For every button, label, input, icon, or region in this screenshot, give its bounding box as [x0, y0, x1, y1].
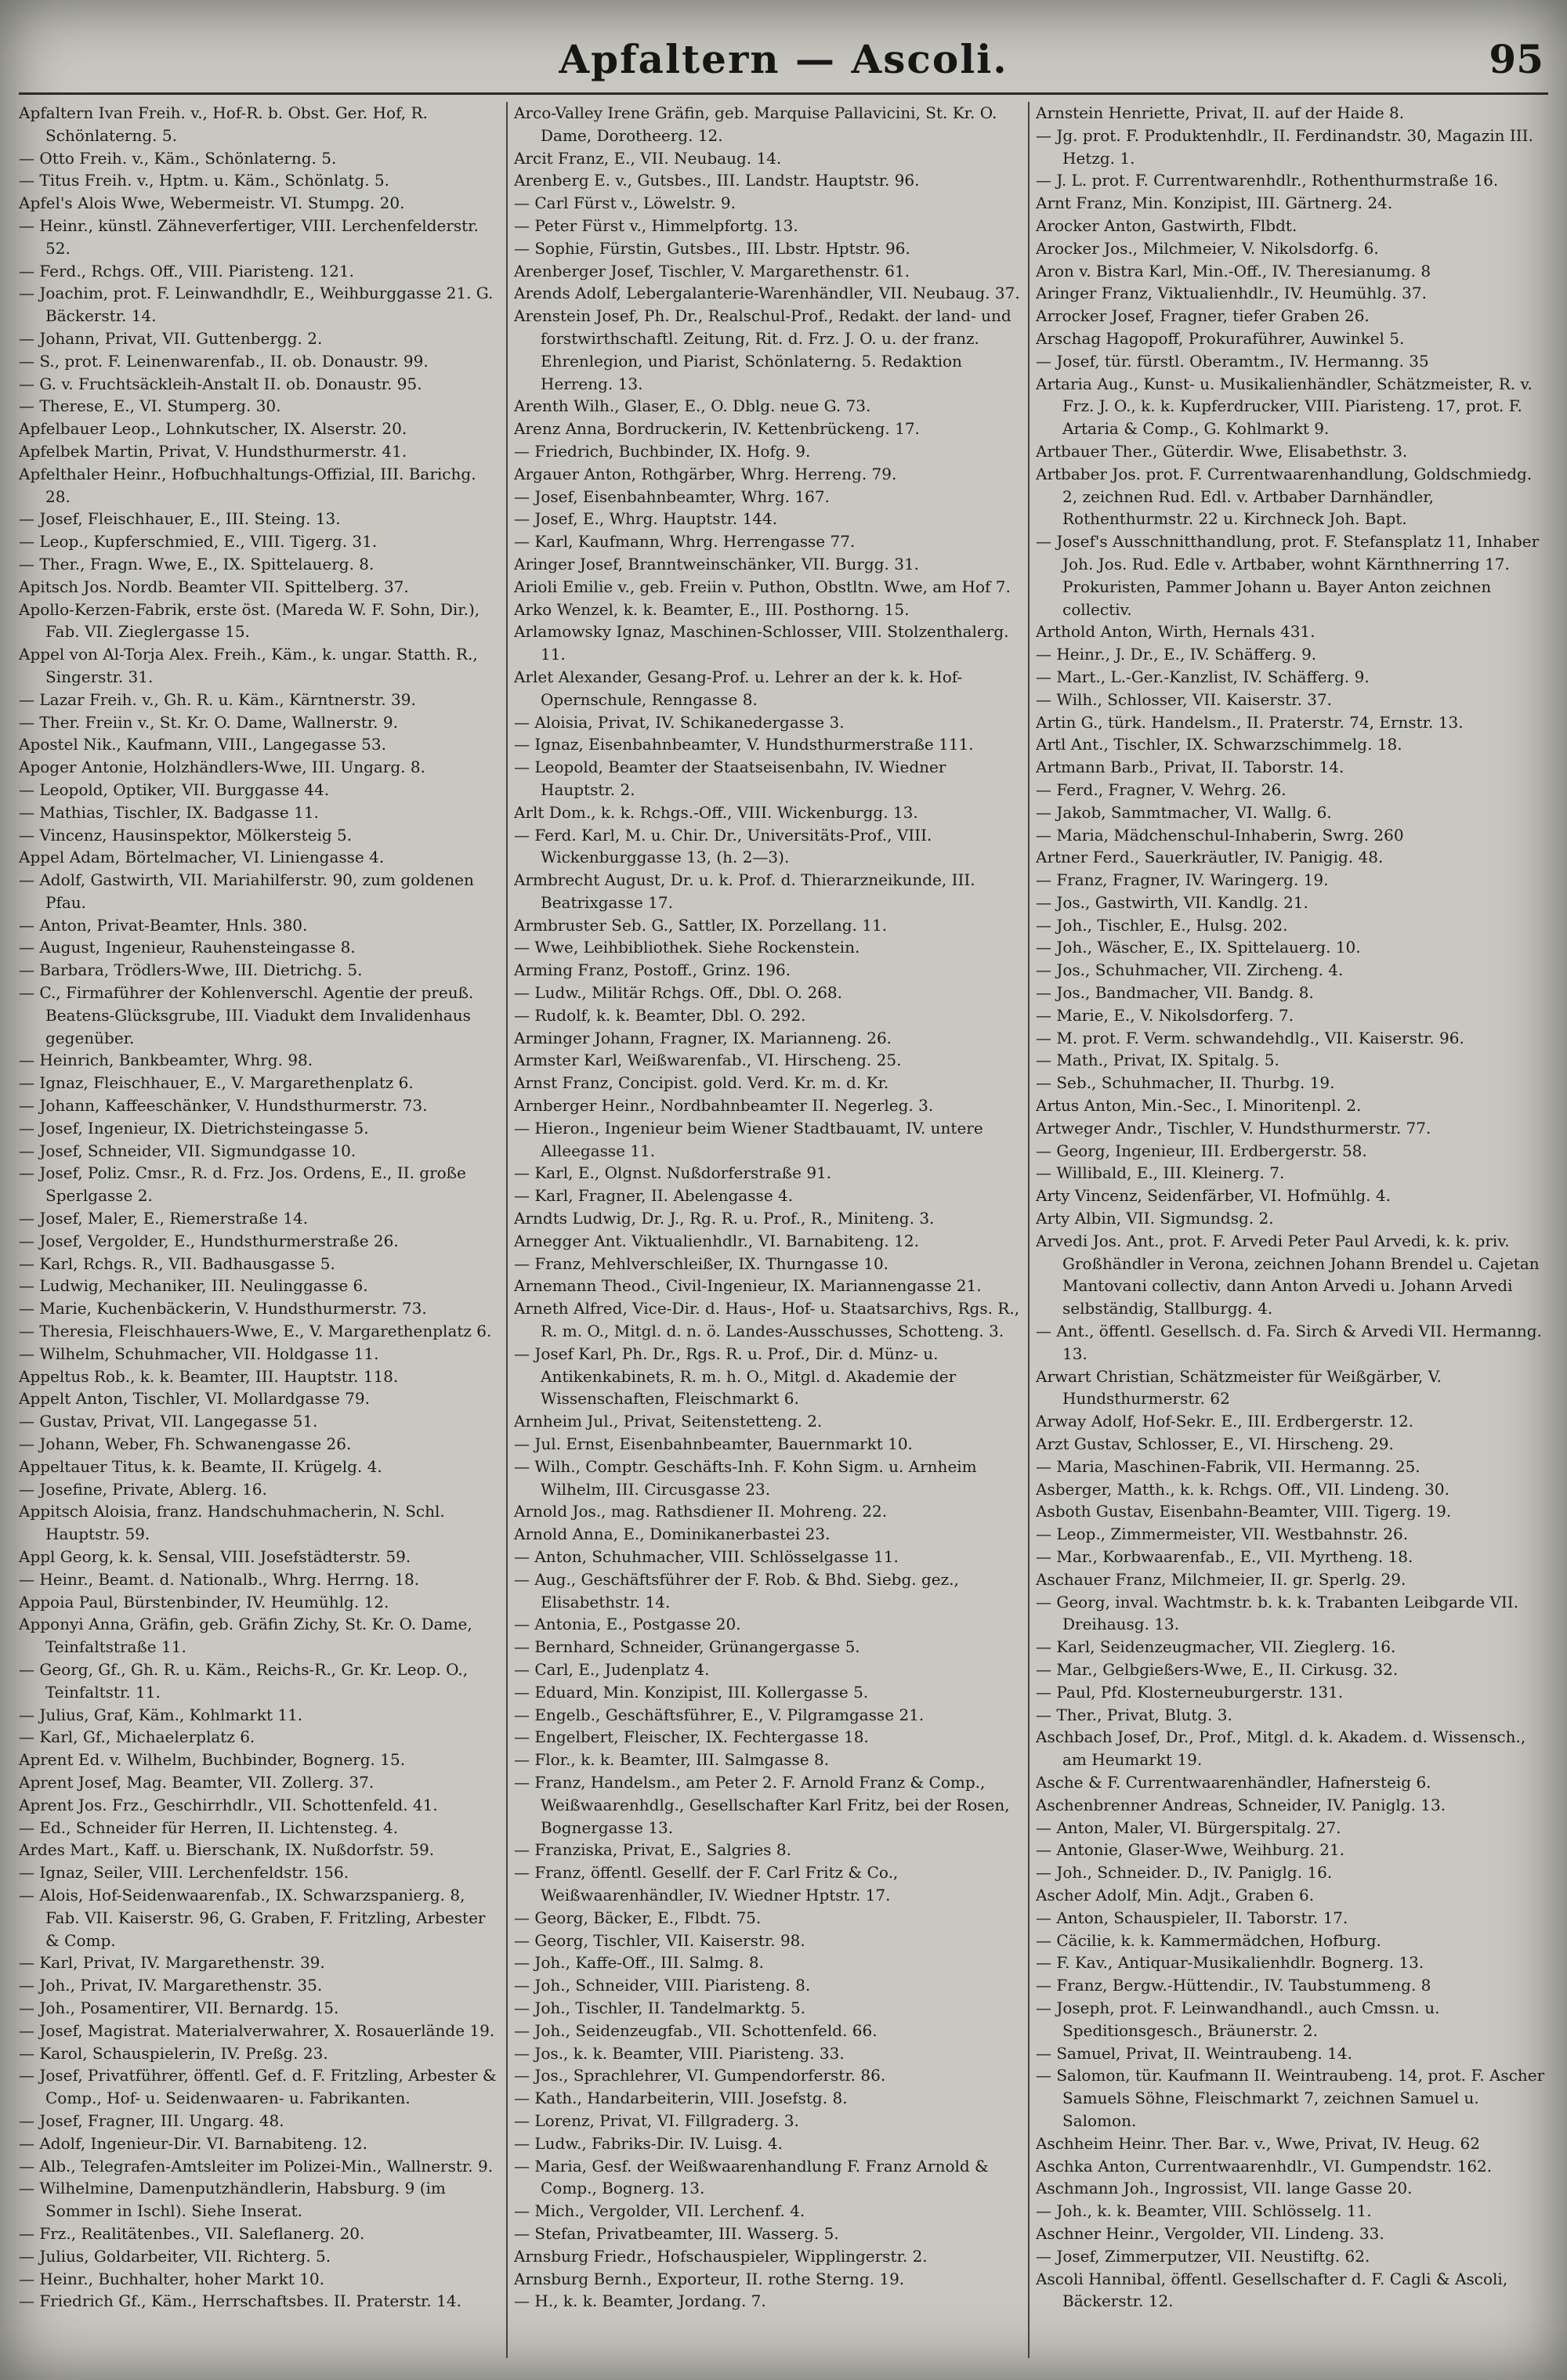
directory-entry: Arnsburg Bernh., Exporteur, II. rothe Sterng. 19. — [514, 2269, 905, 2288]
directory-entry: — Julius, Goldarbeiter, VII. Richterg. 5. — [19, 2246, 331, 2266]
directory-entry: Appl Georg, k. k. Sensal, VIII. Josefstädterstr. 59. — [19, 1547, 411, 1566]
directory-entry: — Johann, Kaffeeschänker, V. Hundsthurmerstr. 73. — [19, 1096, 428, 1116]
directory-entry: Arschag Hagopoff, Prokuraführer, Auwinkel 5. — [1036, 328, 1405, 348]
directory-entry: Arocker Anton, Gastwirth, Flbdt. — [1036, 215, 1297, 235]
directory-entry: — Ignaz, Eisenbahnbeamter, V. Hundsthurmerstraße 111. — [514, 735, 974, 754]
directory-entry: Aschbach Josef, Dr., Prof., Mitgl. d. k. Akadem. d. Wissensch., am Heumarkt 19. — [1036, 1727, 1526, 1770]
directory-entry: — Wilh., Schlosser, VII. Kaiserstr. 37. — [1036, 689, 1333, 709]
directory-entry: Aprent Josef, Mag. Beamter, VII. Zollerg. 37. — [19, 1772, 375, 1792]
directory-entry: Armbrecht August, Dr. u. k. Prof. d. Thierarzneikunde, III. Beatrixgasse 17. — [514, 870, 975, 912]
directory-entry: — Adolf, Ingenieur-Dir. VI. Barnabiteng. 12. — [19, 2133, 368, 2153]
directory-entry: — Maria, Mädchenschul-Inhaberin, Swrg. 260 — [1036, 825, 1404, 845]
directory-entry: — J. L. prot. F. Currentwarenhdlr., Rothenthurmstraße 16. — [1036, 171, 1499, 190]
directory-entry: — Josef Karl, Ph. Dr., Rgs. R. u. Prof., Dir. d. Münz- u. Antikenkabinets, R. m. h. O., Mitgl. d. Akademie der Wissenschaften, Fleischmarkt 6. — [514, 1344, 957, 1409]
directory-entry: — Ludwig, Mechaniker, III. Neulinggasse 6. — [19, 1276, 368, 1296]
directory-entry: — Joh., Schneider, VIII. Piaristeng. 8. — [514, 1976, 811, 1995]
directory-entry: — Ant., öffentl. Gesellsch. d. Fa. Sirch & Arvedi VII. Hermanng. 13. — [1036, 1322, 1542, 1363]
directory-entry: — Josef's Ausschnitthandlung, prot. F. Stefansplatz 11, Inhaber Joh. Jos. Rud. Edle v. Artbaber, wohnt Kärnthnerring 17. Prokuristen, Pammer Johann u. Bayer Anton zeichnen collectiv. — [1036, 532, 1540, 619]
directory-entry: — Joh., Schneider. D., IV. Paniglg. 16. — [1036, 1863, 1333, 1883]
directory-entry: Aschka Anton, Currentwaarenhdlr., VI. Gumpendstr. 162. — [1036, 2156, 1493, 2176]
directory-entry: Artus Anton, Min.-Sec., I. Minoritenpl. 2. — [1036, 1096, 1362, 1116]
header-rule — [19, 92, 1548, 95]
directory-entry: Apoger Antonie, Holzhändlers-Wwe, III. Ungarg. 8. — [19, 758, 425, 777]
directory-entry: Apfel's Alois Wwe, Webermeistr. VI. Stumpg. 20. — [19, 194, 405, 213]
directory-entry: Arty Vincenz, Seidenfärber, VI. Hofmühlg. 4. — [1036, 1186, 1391, 1206]
directory-entry: — Alb., Telegrafen-Amtsleiter im Polizei-Min., Wallnerstr. 9. — [19, 2156, 494, 2176]
directory-entry: — Joh., Wäscher, E., IX. Spittelauerg. 10. — [1036, 938, 1361, 957]
directory-entry: — Josef, Fleischhauer, E., III. Steing. 13. — [19, 509, 341, 529]
directory-entry: — Salomon, tür. Kaufmann II. Weintraubeng. 14, prot. F. Ascher Samuels Söhne, Fleischmarkt 7, zeichnen Samuel u. Salomon. — [1036, 2066, 1545, 2130]
directory-entry: — Franz, Fragner, IV. Waringerg. 19. — [1036, 870, 1329, 890]
directory-entry: — Rudolf, k. k. Beamter, Dbl. O. 292. — [514, 1005, 806, 1025]
directory-entry: — Antonie, Glaser-Wwe, Weihburg. 21. — [1036, 1840, 1345, 1860]
directory-entry: Arnemann Theod., Civil-Ingenieur, IX. Mariannengasse 21. — [514, 1276, 982, 1296]
directory-entry: — Karl, E., Olgnst. Nußdorferstraße 91. — [514, 1163, 832, 1183]
directory-entry: — Sophie, Fürstin, Gutsbes., III. Lbstr. Hptstr. 96. — [514, 238, 910, 258]
directory-entry: — Josef, Privatführer, öffentl. Gef. d. F. Fritzling, Arbester & Comp., Hof- u. Seidenwaaren- u. Fabrikanten. — [19, 2066, 497, 2108]
directory-entry: — Titus Freih. v., Hptm. u. Käm., Schönlatg. 5. — [19, 171, 390, 190]
directory-entry: — Jos., k. k. Beamter, VIII. Piaristeng. 33. — [514, 2043, 845, 2063]
directory-entry: Artmann Barb., Privat, II. Taborstr. 14. — [1036, 758, 1344, 777]
directory-entry: Aprent Jos. Frz., Geschirrhdlr., VII. Schottenfeld. 41. — [19, 1795, 438, 1814]
directory-entry: Arends Adolf, Lebergalanterie-Warenhändler, VII. Neubaug. 37. — [514, 284, 1020, 303]
directory-entry: — Franz, öffentl. Gesellf. der F. Carl Fritz & Co., Weißwaarenhändler, IV. Wiedner Hptstr. 17. — [514, 1863, 899, 1904]
page-header — [0, 31, 1567, 86]
page-title: Apfaltern — Ascoli. — [559, 36, 1008, 82]
directory-entry: — Josef, Fragner, III. Ungarg. 48. — [19, 2111, 284, 2130]
directory-entry: Apfelbauer Leop., Lohnkutscher, IX. Alserstr. 20. — [19, 419, 407, 439]
directory-entry: — Willibald, E., III. Kleinerg. 7. — [1036, 1163, 1285, 1183]
directory-entry: — Ther., Fragn. Wwe, E., IX. Spittelauerg. 8. — [19, 554, 375, 573]
directory-entry: — Heinr., J. Dr., E., IV. Schäfferg. 9. — [1036, 645, 1317, 664]
directory-entry: — Adolf, Gastwirth, VII. Mariahilferstr. 90, zum goldenen Pfau. — [19, 870, 474, 912]
directory-entry: — Joh., Kaffe-Off., III. Salmg. 8. — [514, 1953, 765, 1973]
directory-entry: — Julius, Graf, Käm., Kohlmarkt 11. — [19, 1705, 303, 1724]
directory-entry: Arnt Franz, Min. Konzipist, III. Gärtnerg. 24. — [1036, 194, 1393, 213]
directory-entry: — August, Ingenieur, Rauhensteingasse 8. — [19, 938, 356, 957]
directory-entry: — M. prot. F. Verm. schwandehdlg., VII. Kaiserstr. 96. — [1036, 1028, 1464, 1047]
directory-entry: Appel Adam, Börtelmacher, VI. Liniengasse 4. — [19, 848, 385, 867]
directory-entry: — Math., Privat, IX. Spitalg. 5. — [1036, 1051, 1279, 1070]
directory-entry: — Ferd., Fragner, V. Wehrg. 26. — [1036, 779, 1287, 799]
directory-entry: — Josefine, Private, Ablerg. 16. — [19, 1479, 267, 1499]
directory-entry: Apitsch Jos. Nordb. Beamter VII. Spittelberg. 37. — [19, 577, 409, 596]
directory-entry: Arndts Ludwig, Dr. J., Rg. R. u. Prof., R., Miniteng. 3. — [514, 1209, 935, 1228]
directory-entry: — Heinrich, Bankbeamter, Whrg. 98. — [19, 1051, 313, 1070]
directory-entry: — Wilhelmine, Damenputzhändlerin, Habsburg. 9 (im Sommer in Ischl). Siehe Inserat. — [19, 2179, 446, 2221]
directory-entry: Arnegger Ant. Viktualienhdlr., VI. Barnabiteng. 12. — [514, 1231, 919, 1250]
directory-entry: — Karl, Gf., Michaelerplatz 6. — [19, 1727, 255, 1747]
directory-entry: Artaria Aug., Kunst- u. Musikalienhändler, Schätzmeister, R. v. Frz. J. O., k. k. Kupferdrucker, VIII. Piaristeng. 17, prot. F. Artaria & Comp., G. Kohlmarkt 9. — [1036, 374, 1533, 439]
directory-entry: — Anton, Schuhmacher, VIII. Schlösselgasse 11. — [514, 1547, 899, 1566]
directory-entry: — Samuel, Privat, II. Weintraubeng. 14. — [1036, 2043, 1352, 2063]
directory-entry: Appel von Al-Torja Alex. Freih., Käm., k. ungar. Statth. R., Singerstr. 31. — [19, 645, 478, 686]
directory-entry: — Vincenz, Hausinspektor, Mölkersteig 5. — [19, 825, 353, 845]
column-divider — [506, 102, 508, 2358]
directory-entry: Asboth Gustav, Eisenbahn-Beamter, VIII. Tigerg. 19. — [1036, 1502, 1452, 1521]
directory-entry: — Ferd., Rchgs. Off., VIII. Piaristeng. 121. — [19, 261, 354, 280]
directory-entry: Ascoli Hannibal, öffentl. Gesellschafter d. F. Cagli & Ascoli, Bäckerstr. 12. — [1036, 2269, 1508, 2311]
directory-entry: — Paul, Pfd. Klosterneuburgerstr. 131. — [1036, 1682, 1344, 1702]
directory-entry: — Franz, Handelsm., am Peter 2. F. Arnold Franz & Comp., Weißwaarenhdlg., Gesellschafter Karl Fritz, bei der Rosen, Bognergasse 13. — [514, 1772, 1010, 1837]
directory-entry: Arocker Jos., Milchmeier, V. Nikolsdorfg. 6. — [1036, 238, 1379, 258]
directory-entry: — Anton, Privat-Beamter, Hnls. 380. — [19, 915, 308, 935]
directory-entry: — Wilh., Comptr. Geschäfts-Inh. F. Kohn Sigm. u. Arnheim Wilhelm, III. Circusgasse 23. — [514, 1456, 977, 1499]
directory-entry: Aringer Josef, Branntweinschänker, VII. Burgg. 31. — [514, 554, 920, 573]
directory-entry: — Flor., k. k. Beamter, III. Salmgasse 8. — [514, 1750, 830, 1770]
directory-entry: — Karl, Kaufmann, Whrg. Herrengasse 77. — [514, 532, 856, 552]
directory-entry: Armbruster Seb. G., Sattler, IX. Porzellang. 11. — [514, 915, 888, 935]
directory-column-1 — [19, 102, 500, 2366]
directory-entry: — Jos., Gastwirth, VII. Kandlg. 21. — [1036, 892, 1308, 912]
directory-entry: — Karl, Seidenzeugmacher, VII. Zieglerg. 16. — [1036, 1637, 1396, 1657]
directory-entry: Aprent Ed. v. Wilhelm, Buchbinder, Bognerg. 15. — [19, 1750, 406, 1770]
directory-entry: — Engelb., Geschäftsführer, E., V. Pilgramgasse 21. — [514, 1705, 925, 1724]
directory-entry: — Franz, Bergw.-Hüttendir., IV. Taubstummeng. 8 — [1036, 1976, 1431, 1995]
directory-entry: — Jakob, Sammtmacher, VI. Wallg. 6. — [1036, 802, 1332, 822]
directory-entry: — Ferd. Karl, M. u. Chir. Dr., Universitäts-Prof., VIII. Wickenburggasse 13, (h. 2—3). — [514, 825, 932, 867]
directory-entry: Artbaber Jos. prot. F. Currentwaarenhandlung, Goldschmiedg. 2, zeichnen Rud. Edl. v. Artbaber Darnhändler, Rothenthurmstr. 22 u. Kirchneck Joh. Bapt. — [1036, 464, 1533, 529]
directory-entry: Arnheim Jul., Privat, Seitenstetteng. 2. — [514, 1412, 823, 1431]
directory-entry: — Ther., Privat, Blutg. 3. — [1036, 1705, 1232, 1724]
directory-entry: — Ther. Freiin v., St. Kr. O. Dame, Wallnerstr. 9. — [19, 712, 398, 732]
directory-entry: — Friedrich, Buchbinder, IX. Hofg. 9. — [514, 441, 811, 461]
directory-entry: — Franz, Mehlverschleißer, IX. Thurngasse 10. — [514, 1253, 889, 1273]
directory-entry: — Georg, Ingenieur, III. Erdbergerstr. 58. — [1036, 1141, 1367, 1160]
directory-entry: — Georg, Bäcker, E., Flbdt. 75. — [514, 1908, 762, 1927]
directory-entry: Appoia Paul, Bürstenbinder, IV. Heumühlg. 12. — [19, 1592, 389, 1611]
column-divider — [1028, 102, 1030, 2358]
directory-entry: — Karl, Privat, IV. Margarethenstr. 39. — [19, 1953, 325, 1973]
directory-entry: — Jos., Bandmacher, VII. Bandg. 8. — [1036, 983, 1314, 1003]
directory-entry: Appeltauer Titus, k. k. Beamte, II. Krügelg. 4. — [19, 1456, 382, 1476]
directory-entry: Arlet Alexander, Gesang-Prof. u. Lehrer an der k. k. Hof-Opernschule, Renngasse 8. — [514, 667, 963, 709]
directory-entry: — Joh., Privat, IV. Margarethenstr. 35. — [19, 1976, 323, 1995]
directory-entry: Artin G., türk. Handelsm., II. Praterstr. 74, Ernstr. 13. — [1036, 712, 1464, 732]
directory-column-3 — [1036, 102, 1548, 2366]
directory-entry: Apfaltern Ivan Freih. v., Hof-R. b. Obst. Ger. Hof, R. Schönlaterng. 5. — [19, 103, 428, 145]
directory-entry: Arrocker Josef, Fragner, tiefer Graben 26. — [1036, 306, 1370, 326]
directory-entry: Apfelthaler Heinr., Hofbuchhaltungs-Offizial, III. Barichg. 28. — [19, 464, 476, 506]
directory-entry: Arnsburg Friedr., Hofschauspieler, Wipplingerstr. 2. — [514, 2246, 928, 2266]
directory-entry: — Carl, E., Judenplatz 4. — [514, 1659, 710, 1679]
directory-entry: Arnberger Heinr., Nordbahnbeamter II. Negerleg. 3. — [514, 1096, 934, 1116]
directory-entry: — Leop., Kupferschmied, E., VIII. Tigerg. 31. — [19, 532, 378, 552]
directory-entry: — Lorenz, Privat, VI. Fillgraderg. 3. — [514, 2111, 799, 2130]
directory-entry: — Josef, Maler, E., Riemerstraße 14. — [19, 1209, 309, 1228]
directory-entry: Armster Karl, Weißwarenfab., VI. Hirscheng. 25. — [514, 1051, 902, 1070]
directory-entry: — Joh., Tischler, E., Hulsg. 202. — [1036, 915, 1288, 935]
directory-entry: — Ludw., Fabriks-Dir. IV. Luisg. 4. — [514, 2133, 783, 2153]
directory-entry: Arenth Wilh., Glaser, E., O. Dblg. neue G. 73. — [514, 396, 871, 416]
directory-entry: — Otto Freih. v., Käm., Schönlaterng. 5. — [19, 148, 337, 168]
directory-entry: — Josef, Schneider, VII. Sigmundgasse 10. — [19, 1141, 356, 1160]
directory-entry: Argauer Anton, Rothgärber, Whrg. Herreng. 79. — [514, 464, 897, 483]
directory-entry: Arming Franz, Postoff., Grinz. 196. — [514, 960, 791, 980]
directory-entry: — Heinr., Beamt. d. Nationalb., Whrg. Herrng. 18. — [19, 1569, 420, 1589]
directory-entry: — Jos., Sprachlehrer, VI. Gumpendorferstr. 86. — [514, 2066, 886, 2085]
directory-entry: — Heinr., künstl. Zähneverfertiger, VIII. Lerchenfelderstr. 52. — [19, 215, 479, 258]
directory-entry: — Frz., Realitätenbes., VII. Saleflanerg. 20. — [19, 2223, 365, 2243]
directory-entry: — Peter Fürst v., Himmelpfortg. 13. — [514, 215, 798, 235]
directory-entry: — Bernhard, Schneider, Grünangergasse 5. — [514, 1637, 860, 1657]
directory-entry: Appelt Anton, Tischler, VI. Mollardgasse 79. — [19, 1389, 370, 1409]
directory-entry: — Leopold, Optiker, VII. Burggasse 44. — [19, 779, 330, 799]
directory-entry: — Wilhelm, Schuhmacher, VII. Holdgasse 11. — [19, 1344, 379, 1363]
directory-entry: — Ludw., Militär Rchgs. Off., Dbl. O. 268. — [514, 983, 842, 1003]
directory-entry: Arneth Alfred, Vice-Dir. d. Haus-, Hof- u. Staatsarchivs, Rgs. R., R. m. O., Mitgl. d. n. ö. Landes-Ausschusses, Schotteng. 3. — [514, 1299, 1020, 1341]
directory-entry: Ardes Mart., Kaff. u. Bierschank, IX. Nußdorfstr. 59. — [19, 1840, 435, 1860]
directory-entry: Aschmann Joh., Ingrossist, VII. lange Gasse 20. — [1036, 2179, 1413, 2198]
directory-column-2 — [514, 102, 1022, 2366]
directory-entry: — Mich., Vergolder, VII. Lerchenf. 4. — [514, 2201, 805, 2221]
directory-entry: Arvedi Jos. Ant., prot. F. Arvedi Peter Paul Arvedi, k. k. priv. Großhändler in Verona, zeichnen Johann Brendel u. Cajetan Mantovani collectiv, dann Anton Arvedi u. Johann Arvedi selbständig, Stallburgg. 4. — [1036, 1231, 1540, 1318]
directory-entry: — Joh., k. k. Beamter, VIII. Schlösselg. 11. — [1036, 2201, 1372, 2221]
directory-entry: — Joachim, prot. F. Leinwandhdlr, E., Weihburggasse 21. G. Bäckerstr. 14. — [19, 284, 494, 326]
directory-entry: Asberger, Matth., k. k. Rchgs. Off., VII. Lindeng. 30. — [1036, 1479, 1449, 1499]
directory-entry: — Josef, Poliz. Cmsr., R. d. Frz. Jos. Ordens, E., II. große Sperlgasse 2. — [19, 1163, 466, 1206]
directory-entry: — Seb., Schuhmacher, II. Thurbg. 19. — [1036, 1073, 1335, 1093]
directory-entry: — Mar., Korbwaarenfab., E., VII. Myrtheng. 18. — [1036, 1547, 1413, 1566]
directory-entry: — Karl, Rchgs. R., VII. Badhausgasse 5. — [19, 1253, 335, 1273]
directory-entry: Aschenbrenner Andreas, Schneider, IV. Paniglg. 13. — [1036, 1795, 1446, 1814]
directory-entry: — Josef, Zimmerputzer, VII. Neustiftg. 62. — [1036, 2246, 1370, 2266]
directory-entry: — Maria, Maschinen-Fabrik, VII. Hermanng. 25. — [1036, 1456, 1420, 1476]
directory-entry: — Josef, E., Whrg. Hauptstr. 144. — [514, 509, 778, 529]
directory-entry: — G. v. Fruchtsäckleih-Anstalt II. ob. Donaustr. 95. — [19, 374, 422, 393]
directory-entry: Arko Wenzel, k. k. Beamter, E., III. Posthorng. 15. — [514, 599, 910, 619]
directory-entry: — Jos., Schuhmacher, VII. Zircheng. 4. — [1036, 960, 1344, 980]
directory-entry: — H., k. k. Beamter, Jordang. 7. — [514, 2291, 766, 2311]
directory-entry: — Engelbert, Fleischer, IX. Fechtergasse 18. — [514, 1727, 869, 1747]
directory-entry: — S., prot. F. Leinenwarenfab., II. ob. Donaustr. 99. — [19, 351, 429, 371]
directory-entry: Arioli Emilie v., geb. Freiin v. Puthon, Obstltn. Wwe, am Hof 7. — [514, 577, 1011, 596]
directory-entry: — Kath., Handarbeiterin, VIII. Josefstg. 8. — [514, 2089, 848, 2108]
directory-entry: Arenstein Josef, Ph. Dr., Realschul-Prof., Redakt. der land- und forstwirthschaftl. Zeitung, Rit. d. Frz. J. O. u. der franz. Ehrenlegion, und Piarist, Schönlaterng. 5. Redaktion Herreng. 13. — [514, 306, 1011, 393]
directory-entry: Arminger Johann, Fragner, IX. Marianneng. 26. — [514, 1028, 892, 1047]
directory-entry: Arnold Anna, E., Dominikanerbastei 23. — [514, 1525, 831, 1544]
directory-entry: — Johann, Weber, Fh. Schwanengasse 26. — [19, 1434, 352, 1454]
directory-entry: — Lazar Freih. v., Gh. R. u. Käm., Kärntnerstr. 39. — [19, 689, 416, 709]
directory-entry: — Johann, Privat, VII. Guttenbergg. 2. — [19, 328, 323, 348]
directory-entry: — Georg, Tischler, VII. Kaiserstr. 98. — [514, 1930, 805, 1950]
directory-entry: — Jul. Ernst, Eisenbahnbeamter, Bauernmarkt 10. — [514, 1434, 913, 1454]
directory-entry: — Josef, Magistrat. Materialverwahrer, X. Rosauerlände 19. — [19, 2020, 495, 2040]
directory-entry: — Mathias, Tischler, IX. Badgasse 11. — [19, 802, 319, 822]
directory-entry: Arnold Jos., mag. Rathsdiener II. Mohreng. 22. — [514, 1502, 888, 1521]
directory-entry: Artweger Andr., Tischler, V. Hundsthurmerstr. 77. — [1036, 1118, 1431, 1138]
directory-entry: — Georg, inval. Wachtmstr. b. k. k. Trabanten Leibgarde VII. Dreihausg. 13. — [1036, 1592, 1519, 1634]
directory-entry: Arlt Dom., k. k. Rchgs.-Off., VIII. Wickenburgg. 13. — [514, 802, 918, 822]
directory-entry: — Franziska, Privat, E., Salgries 8. — [514, 1840, 791, 1860]
directory-entry: — Aloisia, Privat, IV. Schikanedergasse 3. — [514, 712, 845, 732]
directory-entry: — Joh., Tischler, II. Tandelmarktg. 5. — [514, 1998, 806, 2017]
directory-entry: — F. Kav., Antiquar-Musikalienhdlr. Bognerg. 13. — [1036, 1953, 1424, 1973]
directory-entry: Asche & F. Currentwaarenhändler, Hafnersteig 6. — [1036, 1772, 1431, 1792]
directory-entry: — Theresia, Fleischhauers-Wwe, E., V. Margarethenplatz 6. — [19, 1322, 492, 1341]
directory-entry: — Barbara, Trödlers-Wwe, III. Dietrichg. 5. — [19, 960, 363, 980]
directory-entry: — Anton, Maler, VI. Bürgerspitalg. 27. — [1036, 1818, 1341, 1837]
directory-entry: Arzt Gustav, Schlosser, E., VI. Hirscheng. 29. — [1036, 1434, 1394, 1454]
directory-entry: Arenberg E. v., Gutsbes., III. Landstr. Hauptstr. 96. — [514, 171, 920, 190]
directory-entry: — Aug., Geschäftsführer der F. Rob. & Bhd. Siebg. gez., Elisabethstr. 14. — [514, 1569, 959, 1611]
directory-entry: — Mart., L.-Ger.-Kanzlist, IV. Schäfferg. 9. — [1036, 667, 1370, 686]
directory-entry: — Maria, Gesf. der Weißwaarenhandlung F. Franz Arnold & Comp., Bognerg. 13. — [514, 2156, 989, 2198]
directory-entry: Arty Albin, VII. Sigmundsg. 2. — [1036, 1209, 1274, 1228]
directory-entry: Aschner Heinr., Vergolder, VII. Lindeng. 33. — [1036, 2223, 1384, 2243]
directory-entry: — Marie, E., V. Nikolsdorferg. 7. — [1036, 1005, 1294, 1025]
directory-entry: — Gustav, Privat, VII. Langegasse 51. — [19, 1412, 318, 1431]
directory-entry: — Alois, Hof-Seidenwaarenfab., IX. Schwarzspanierg. 8, Fab. VII. Kaiserstr. 96, G. Graben, F. Fritzling, Arbester & Comp. — [19, 1885, 486, 1950]
directory-entry: — Josef, Eisenbahnbeamter, Whrg. 167. — [514, 486, 830, 506]
directory-entry: — Karl, Fragner, II. Abelengasse 4. — [514, 1186, 794, 1206]
directory-entry: — Jg. prot. F. Produktenhdlr., II. Ferdinandstr. 30, Magazin III. Hetzg. 1. — [1036, 125, 1533, 168]
directory-entry: — Joh., Seidenzeugfab., VII. Schottenfeld. 66. — [514, 2020, 878, 2040]
directory-entry: — Josef, tür. fürstl. Oberamtm., IV. Hermanng. 35 — [1036, 351, 1429, 371]
directory-entry: — Antonia, E., Postgasse 20. — [514, 1615, 741, 1634]
directory-entry: — Ignaz, Seiler, VIII. Lerchenfeldstr. 156. — [19, 1863, 349, 1883]
directory-entry: — Leopold, Beamter der Staatseisenbahn, IV. Wiedner Hauptstr. 2. — [514, 758, 946, 799]
directory-entry: — Karol, Schauspielerin, IV. Preßg. 23. — [19, 2043, 328, 2063]
directory-entry: Aschauer Franz, Milchmeier, II. gr. Sperlg. 29. — [1036, 1569, 1406, 1589]
directory-entry: Arco-Valley Irene Gräfin, geb. Marquise Pallavicini, St. Kr. O. Dame, Dorotheerg. 12. — [514, 103, 997, 145]
directory-entry: Ascher Adolf, Min. Adjt., Graben 6. — [1036, 1885, 1315, 1904]
directory-entry: — Josef, Ingenieur, IX. Dietrichsteingasse 5. — [19, 1118, 369, 1138]
directory-entry: Apostel Nik., Kaufmann, VIII., Langegasse 53. — [19, 735, 386, 754]
directory-entry: — Heinr., Buchhalter, hoher Markt 10. — [19, 2269, 324, 2288]
directory-entry: Arnst Franz, Concipist. gold. Verd. Kr. m. d. Kr. — [514, 1073, 889, 1093]
directory-entry: Aschheim Heinr. Ther. Bar. v., Wwe, Privat, IV. Heug. 62 — [1036, 2133, 1480, 2153]
directory-entry: Arthold Anton, Wirth, Hernals 431. — [1036, 622, 1315, 642]
directory-entry: Apollo-Kerzen-Fabrik, erste öst. (Mareda W. F. Sohn, Dir.), Fab. VII. Zieglergasse 15. — [19, 599, 480, 642]
directory-entry: Arenberger Josef, Tischler, V. Margarethenstr. 61. — [514, 261, 910, 280]
directory-entry: — Joseph, prot. F. Leinwandhandl., auch Cmssn. u. Speditionsgesch., Bräunerstr. 2. — [1036, 1998, 1440, 2040]
directory-entry: — Josef, Vergolder, E., Hundsthurmerstraße 26. — [19, 1231, 399, 1250]
directory-entry: Arway Adolf, Hof-Sekr. E., III. Erdbergerstr. 12. — [1036, 1412, 1414, 1431]
directory-entry: Appitsch Aloisia, franz. Handschuhmacherin, N. Schl. Hauptstr. 59. — [19, 1502, 445, 1544]
directory-entry: Arwart Christian, Schätzmeister für Weißgärber, V. Hundsthurmerstr. 62 — [1036, 1366, 1442, 1409]
directory-entry: Arcit Franz, E., VII. Neubaug. 14. — [514, 148, 782, 168]
directory-entry: Apfelbek Martin, Privat, V. Hundsthurmerstr. 41. — [19, 441, 407, 461]
directory-entry: Artner Ferd., Sauerkräutler, IV. Panigig. 48. — [1036, 848, 1384, 867]
directory-entry: — Georg, Gf., Gh. R. u. Käm., Reichs-R., Gr. Kr. Leop. O., Teinfaltstr. 11. — [19, 1659, 469, 1702]
directory-entry: — Ignaz, Fleischhauer, E., V. Margarethenplatz 6. — [19, 1073, 414, 1093]
directory-entry: — Anton, Schauspieler, II. Taborstr. 17. — [1036, 1908, 1348, 1927]
directory-entry: Appeltus Rob., k. k. Beamter, III. Hauptstr. 118. — [19, 1366, 399, 1386]
directory-entry: — Therese, E., VI. Stumperg. 30. — [19, 396, 281, 416]
directory-entry: Apponyi Anna, Gräfin, geb. Gräfin Zichy, St. Kr. O. Dame, Teinfaltstraße 11. — [19, 1615, 472, 1657]
directory-entry: Arnstein Henriette, Privat, II. auf der Haide 8. — [1036, 103, 1405, 122]
directory-entry: — Joh., Posamentirer, VII. Bernardg. 15. — [19, 1998, 339, 2017]
directory-entry: — Stefan, Privatbeamter, III. Wasserg. 5. — [514, 2223, 839, 2243]
directory-entry: — Mar., Gelbgießers-Wwe, E., II. Cirkusg. 32. — [1036, 1659, 1399, 1679]
directory-entry: Arlamowsky Ignaz, Maschinen-Schlosser, VIII. Stolzenthalerg. 11. — [514, 622, 1009, 664]
directory-entry: — Cäcilie, k. k. Kammermädchen, Hofburg. — [1036, 1930, 1381, 1950]
directory-entry: — Hieron., Ingenieur beim Wiener Stadtbauamt, IV. untere Alleegasse 11. — [514, 1118, 983, 1160]
directory-entry: Aron v. Bistra Karl, Min.-Off., IV. Theresianumg. 8 — [1036, 261, 1431, 280]
directory-entry: Arenz Anna, Bordruckerin, IV. Kettenbrückeng. 17. — [514, 419, 920, 439]
directory-entry: Artbauer Ther., Güterdir. Wwe, Elisabethstr. 3. — [1036, 441, 1408, 461]
directory-entry: — Carl Fürst v., Löwelstr. 9. — [514, 194, 736, 213]
directory-entry: — Eduard, Min. Konzipist, III. Kollergasse 5. — [514, 1682, 869, 1702]
page-number: 95 — [1489, 36, 1543, 82]
directory-entry: — C., Firmaführer der Kohlenverschl. Agentie der preuß. Beatens-Glücksgrube, III. Viadukt dem Invalidenhaus gegenüber. — [19, 983, 474, 1047]
directory-entry: Artl Ant., Tischler, IX. Schwarzschimmelg. 18. — [1036, 735, 1402, 754]
directory-entry: — Friedrich Gf., Käm., Herrschaftsbes. II. Praterstr. 14. — [19, 2291, 461, 2311]
directory-entry: — Ed., Schneider für Herren, II. Lichtensteg. 4. — [19, 1818, 399, 1837]
directory-entry: Aringer Franz, Viktualienhdlr., IV. Heumühlg. 37. — [1036, 284, 1427, 303]
directory-entry: — Marie, Kuchenbäckerin, V. Hundsthurmerstr. 73. — [19, 1299, 427, 1318]
directory-entry: — Wwe, Leihbibliothek. Siehe Rockenstein. — [514, 938, 860, 957]
directory-entry: — Leop., Zimmermeister, VII. Westbahnstr. 26. — [1036, 1525, 1409, 1544]
